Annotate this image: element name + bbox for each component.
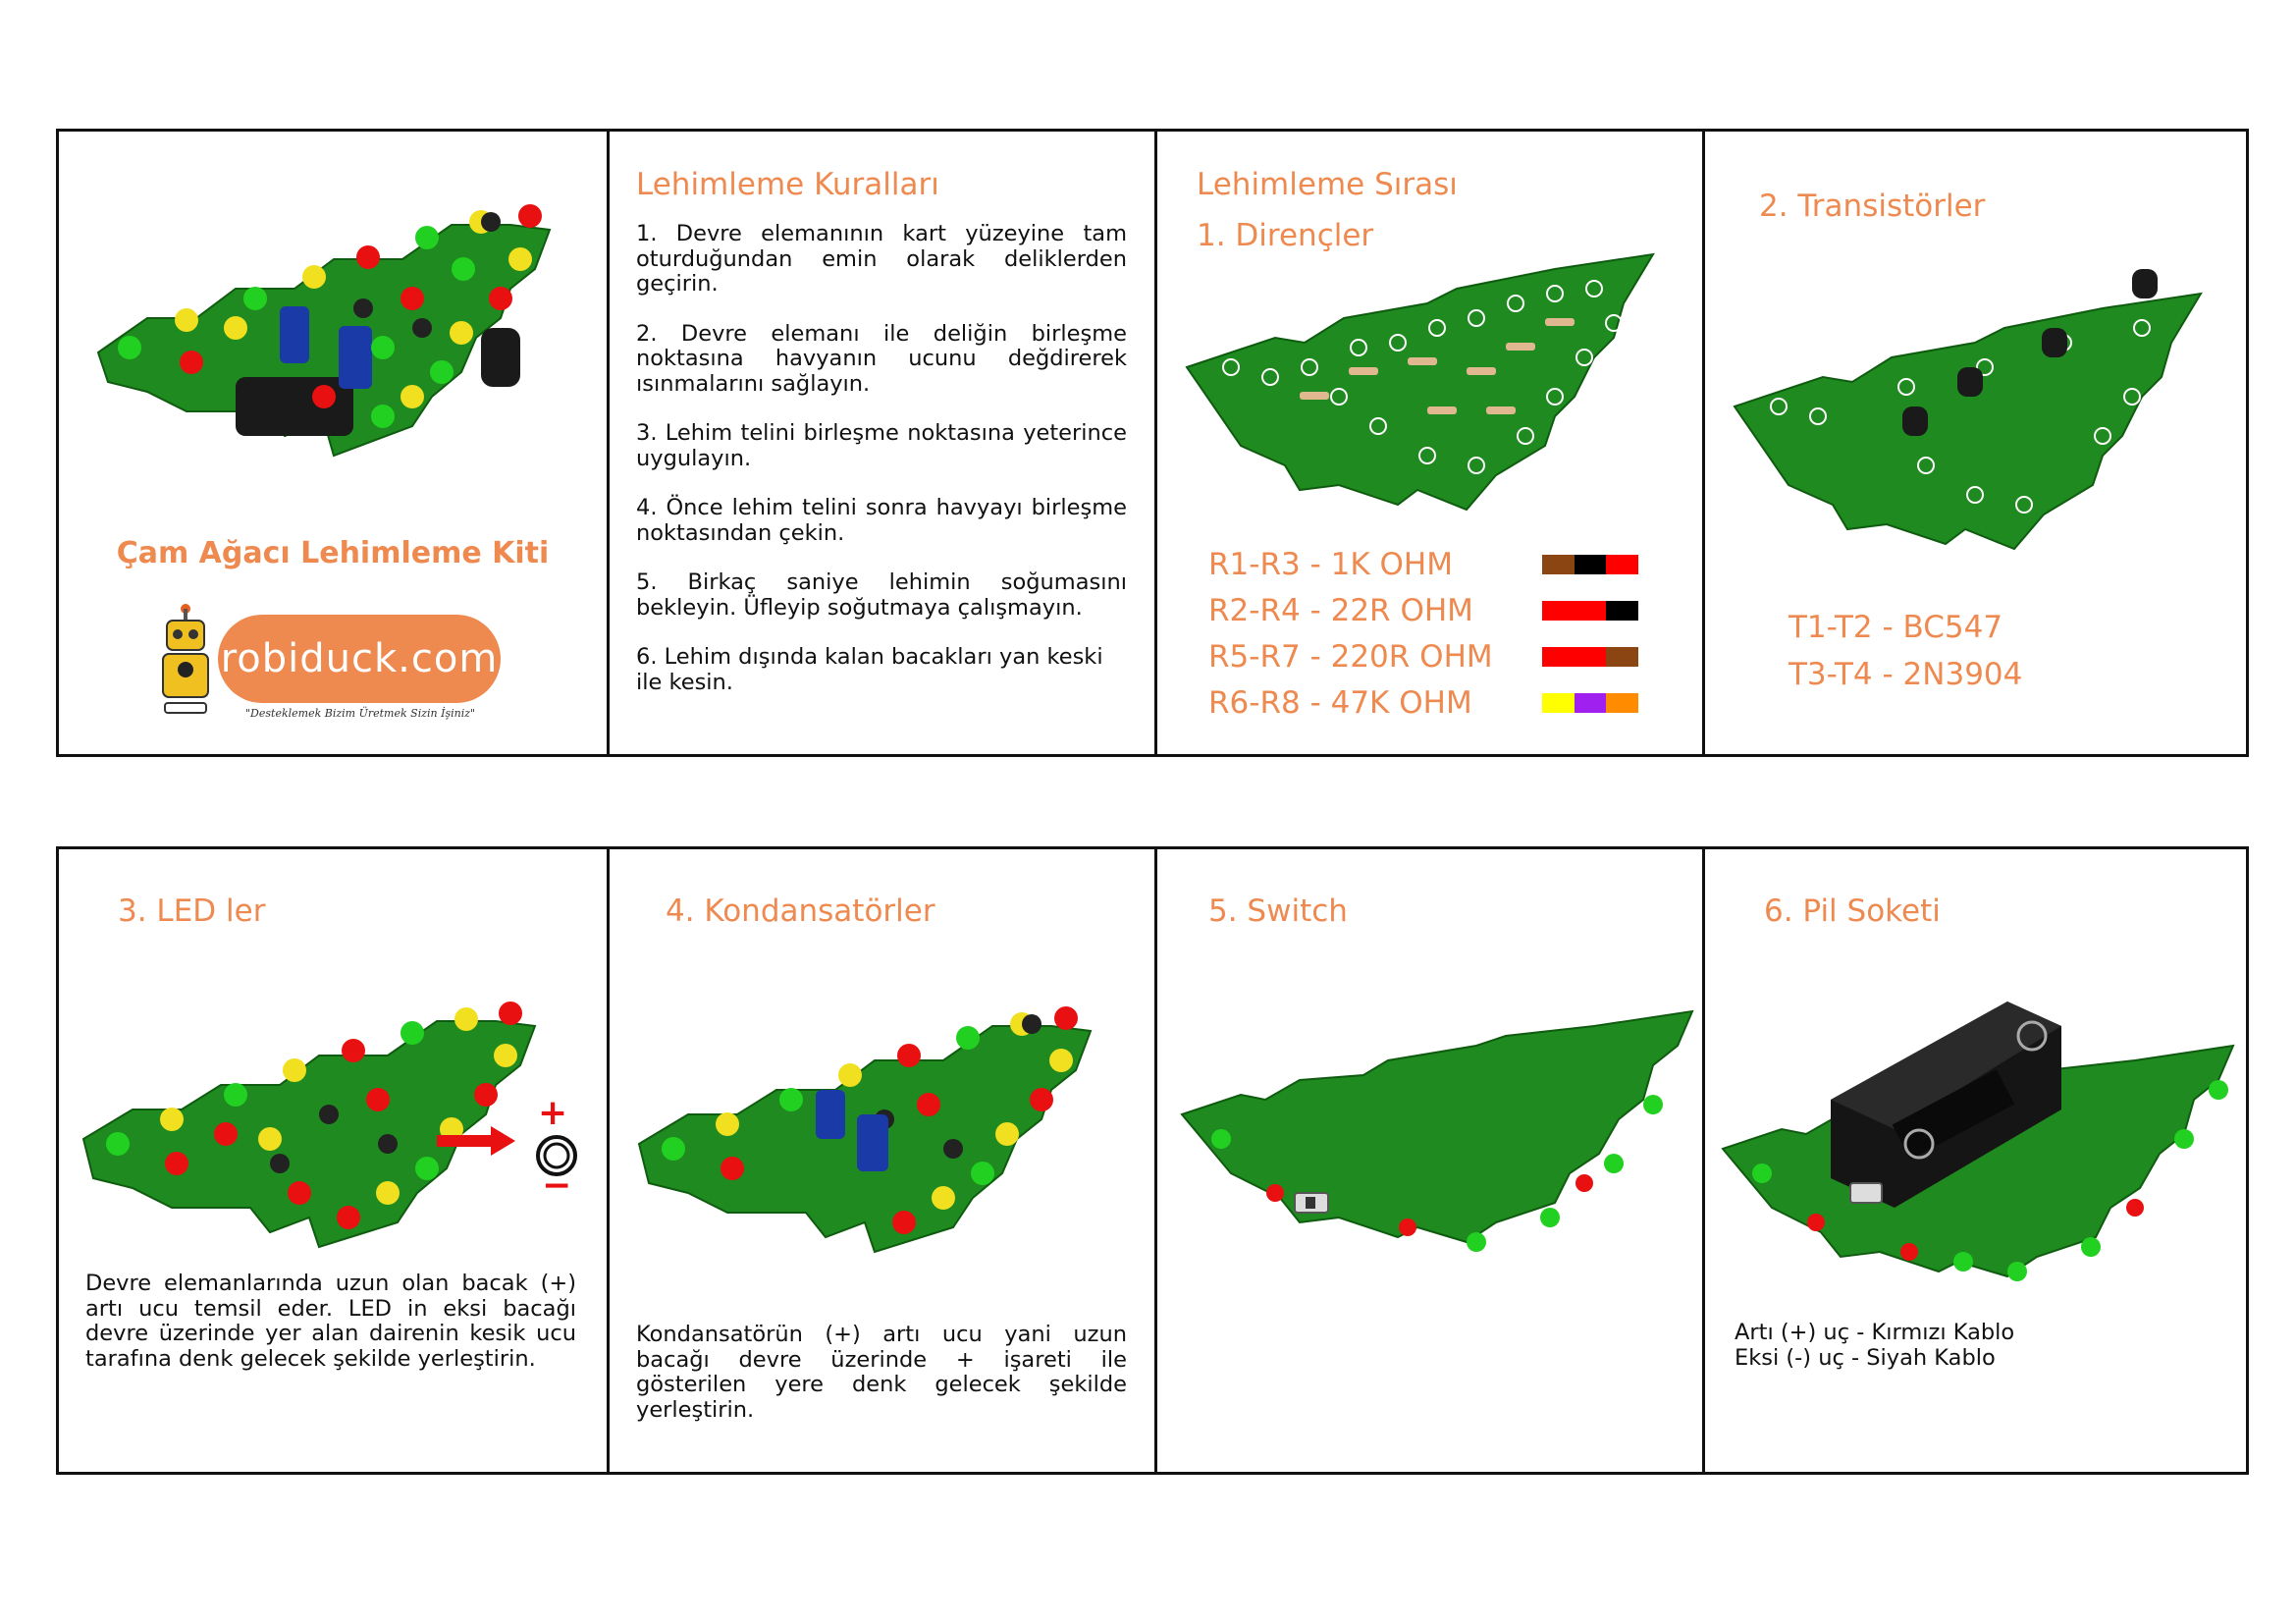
logo-tagline: "Desteklemek Bizim Üretmek Sizin İşiniz": [245, 707, 476, 720]
soldering-order-heading: Lehimleme Sırası: [1197, 167, 1458, 202]
color-bands: [1542, 601, 1638, 621]
battery-heading: 6. Pil Soketi: [1764, 893, 1941, 929]
switch-heading: 5. Switch: [1208, 893, 1348, 929]
robiduck-logo: robiduck.com: [218, 615, 501, 703]
transistor-line: T1-T2 - BC547: [1789, 610, 2003, 645]
resistor-row: [1208, 547, 1640, 586]
kit-cover-panel: [59, 132, 607, 754]
pcb-capacitors-image: [629, 957, 1100, 1262]
top-row: [56, 129, 2249, 757]
soldering-rules-panel: [607, 132, 1154, 754]
capacitors-panel: [607, 849, 1154, 1472]
rule-item: 5. Birkaç saniye lehimin soğumasını bekleyin. Üfleyip soğutmaya çalışmayın.: [636, 569, 1127, 621]
battery-line: Eksi (-) uç - Siyah Kablo: [1735, 1344, 1996, 1371]
rules-heading: Lehimleme Kuralları: [636, 167, 939, 202]
assembled-tree-image: [88, 161, 599, 456]
rules-list: [636, 222, 1127, 720]
color-bands: [1542, 555, 1638, 574]
robot-mascot-icon: [157, 601, 214, 717]
battery-socket-panel: [1702, 849, 2246, 1472]
capacitors-text: Kondansatörün (+) artı ucu yani uzun bacağı devre üzerinde + işareti ile gösterilen yere denk gelecek şekilde yerleştirin.: [636, 1322, 1127, 1423]
pcb-leds-image: [74, 943, 545, 1247]
battery-line: Artı (+) uç - Kırmızı Kablo: [1735, 1320, 2015, 1345]
color-bands: [1542, 693, 1638, 713]
transistors-heading: 2. Transistörler: [1759, 189, 1986, 224]
minus-sign: −: [542, 1165, 572, 1206]
rule-item: 2. Devre elemanı ile deliğin birleşme noktasına havyanın ucunu değdirerek ısınmalarını sağlayın.: [636, 320, 1127, 397]
resistor-row: [1208, 639, 1640, 678]
pcb-battery-image: [1723, 982, 2233, 1276]
leds-text: Devre elemanlarında uzun olan bacak (+) artı ucu temsil eder. LED in eksi bacağı devre üzerinde yer alan dairenin kesik ucu tarafına denk gelecek şekilde yerleştirin.: [85, 1271, 576, 1372]
color-bands: [1542, 647, 1638, 667]
arrow-icon: [437, 1126, 515, 1156]
pcb-switch-image: [1182, 1006, 1692, 1242]
capacitors-heading: 4. Kondansatörler: [666, 893, 935, 929]
transistors-panel: [1702, 132, 2246, 754]
rule-item: 4. Önce lehim telini sonra havyayı birleşme noktasından çekin.: [636, 495, 1127, 546]
resistors-panel: [1154, 132, 1702, 754]
kit-title: Çam Ağacı Lehimleme Kiti: [116, 536, 550, 570]
resistor-label: R5-R7 - 220R OHM: [1208, 639, 1493, 675]
plus-sign: +: [538, 1093, 568, 1133]
transistor-line: T3-T4 - 2N3904: [1789, 657, 2023, 692]
leds-panel: [59, 849, 607, 1472]
leds-heading: 3. LED ler: [118, 893, 266, 929]
switch-panel: [1154, 849, 1702, 1472]
pcb-transistors-image: [1730, 269, 2220, 564]
pcb-resistors-image: [1182, 249, 1673, 524]
resistors-heading: 1. Dirençler: [1197, 218, 1374, 253]
resistor-row: [1208, 685, 1640, 725]
resistor-row: [1208, 593, 1640, 632]
resistor-label: R1-R3 - 1K OHM: [1208, 547, 1453, 582]
battery-text: [1735, 1321, 2225, 1371]
rule-item: 6. Lehim dışında kalan bacakları yan keski ile kesin.: [636, 644, 1103, 695]
rule-item: 1. Devre elemanının kart yüzeyine tam oturduğundan emin olarak deliklerden geçirin.: [636, 221, 1127, 297]
resistor-label: R6-R8 - 47K OHM: [1208, 685, 1472, 721]
bottom-row: [56, 846, 2249, 1475]
rule-item: 3. Lehim telini birleşme noktasına yeterince uygulayın.: [636, 420, 1127, 471]
resistor-label: R2-R4 - 22R OHM: [1208, 593, 1473, 628]
